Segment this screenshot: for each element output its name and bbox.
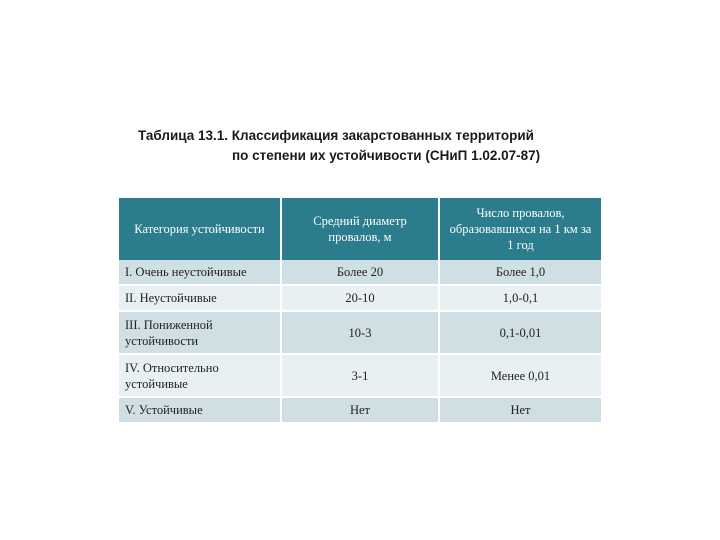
cell-count: 0,1-0,01 [439, 311, 601, 354]
cell-count: Менее 0,01 [439, 354, 601, 397]
cell-diameter: 20-10 [281, 285, 439, 311]
cell-diameter: Более 20 [281, 260, 439, 285]
cell-diameter: Нет [281, 397, 439, 423]
cell-category: II. Неустойчивые [119, 285, 281, 311]
classification-table [119, 198, 601, 424]
cell-category: V. Устойчивые [119, 397, 281, 423]
caption-line-2: по степени их устойчивости (СНиП 1.02.07-87) [232, 148, 541, 163]
table-row [119, 311, 601, 354]
cell-count: Нет [439, 397, 601, 423]
table-row [119, 354, 601, 397]
caption-line-1: Таблица 13.1. Классификация закарстованных территорий [138, 128, 534, 143]
cell-category: IV. Относительно устойчивые [119, 354, 281, 397]
header-count: Число провалов, образовавшихся на 1 км за 1 год [439, 198, 601, 260]
cell-category: III. Пониженной устойчивости [119, 311, 281, 354]
cell-category: I. Очень неустойчивые [119, 260, 281, 285]
header-category: Категория устойчивости [119, 198, 281, 260]
cell-diameter: 3-1 [281, 354, 439, 397]
header-diameter: Средний диаметр провалов, м [281, 198, 439, 260]
cell-count: 1,0-0,1 [439, 285, 601, 311]
table-row [119, 285, 601, 311]
table-header-row [119, 198, 601, 260]
cell-count: Более 1,0 [439, 260, 601, 285]
table-row [119, 260, 601, 285]
cell-diameter: 10-3 [281, 311, 439, 354]
table-row [119, 397, 601, 423]
